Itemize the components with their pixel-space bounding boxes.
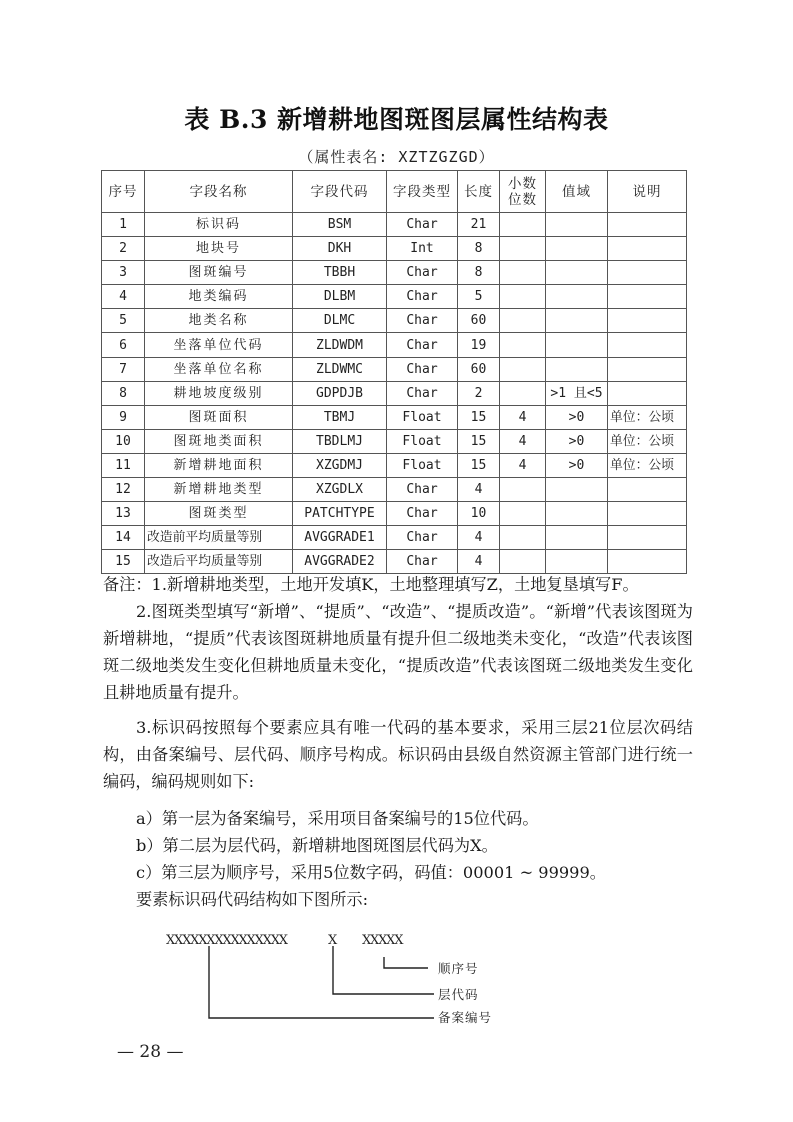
- cell-field-name: 坐落单位名称: [145, 357, 293, 381]
- label-layer-code: 层代码: [438, 987, 479, 1002]
- cell-value-range: [546, 357, 608, 381]
- cell-field-name: 坐落单位代码: [145, 333, 293, 357]
- cell-description: [608, 526, 687, 550]
- cell-description: 单位：公顷: [608, 453, 687, 477]
- table-row: [102, 357, 687, 381]
- cell-field-code: TBBH: [293, 261, 387, 285]
- cell-no: 10: [102, 429, 145, 453]
- cell-description: 单位：公顷: [608, 429, 687, 453]
- cell-field-name: 地块号: [145, 237, 293, 261]
- cell-decimals: 4: [500, 429, 546, 453]
- segment-sequence-code: XXXXX: [362, 933, 403, 948]
- segment-filing-number-code: XXXXXXXXXXXXXXX: [166, 933, 287, 948]
- cell-decimals: [500, 357, 546, 381]
- cell-field-type: Char: [387, 309, 458, 333]
- table-row: [102, 502, 687, 526]
- cell-length: 15: [458, 405, 500, 429]
- table-row: [102, 261, 687, 285]
- cell-decimals: [500, 261, 546, 285]
- table-row: [102, 381, 687, 405]
- cell-length: 4: [458, 550, 500, 574]
- cell-description: [608, 502, 687, 526]
- cell-field-name: 改造前平均质量等别: [145, 526, 293, 550]
- header-field-type: 字段类型: [387, 171, 458, 213]
- cell-length: 10: [458, 502, 500, 526]
- note-1: 备注：1.新增耕地类型，土地开发填K，土地整理填写Z，土地复垦填写F。: [103, 575, 639, 594]
- table-subtitle: （属性表名: XZTZGZGD）: [298, 148, 495, 166]
- cell-field-code: TBMJ: [293, 405, 387, 429]
- cell-no: 12: [102, 478, 145, 502]
- table-body: [102, 213, 687, 574]
- header-description: 说明: [608, 171, 687, 213]
- table-row: [102, 405, 687, 429]
- cell-length: 19: [458, 333, 500, 357]
- cell-field-type: Char: [387, 333, 458, 357]
- cell-no: 7: [102, 357, 145, 381]
- cell-field-type: Char: [387, 213, 458, 237]
- cell-description: [608, 333, 687, 357]
- note-2: 2.图斑类型填写“新增”、“提质”、“改造”、“提质改造”。“新增”代表该图斑为新增耕地，“提质”代表该图斑耕地质量有提升但二级地类未变化，“改造”代表该图斑二级地类发生变化但耕地质量未变化，“提质改造”代表该图斑二级地类发生变化且耕地质量有提升。: [103, 602, 693, 702]
- rule-a: a）第一层为备案编号，采用项目备案编号的15位代码。: [136, 809, 539, 828]
- cell-length: 8: [458, 261, 500, 285]
- cell-decimals: [500, 285, 546, 309]
- label-sequence: 顺序号: [438, 961, 479, 976]
- cell-decimals: 4: [500, 453, 546, 477]
- header-field-code: 字段代码: [293, 171, 387, 213]
- cell-length: 60: [458, 309, 500, 333]
- cell-value-range: >0: [546, 453, 608, 477]
- header-decimals-line2: 位数: [508, 191, 537, 208]
- table-header-row: [102, 171, 687, 213]
- connector-sequence: [384, 957, 428, 968]
- cell-description: [608, 261, 687, 285]
- cell-field-code: AVGGRADE1: [293, 526, 387, 550]
- cell-decimals: [500, 237, 546, 261]
- cell-field-code: AVGGRADE2: [293, 550, 387, 574]
- table-row: [102, 429, 687, 453]
- cell-field-type: Float: [387, 429, 458, 453]
- cell-field-code: BSM: [293, 213, 387, 237]
- cell-field-code: DLMC: [293, 309, 387, 333]
- cell-field-code: GDPDJB: [293, 381, 387, 405]
- header-no: 序号: [102, 171, 145, 213]
- cell-no: 3: [102, 261, 145, 285]
- cell-length: 60: [458, 357, 500, 381]
- page-number: — 28 —: [117, 1042, 184, 1062]
- cell-field-type: Char: [387, 357, 458, 381]
- cell-decimals: [500, 381, 546, 405]
- cell-field-type: Char: [387, 285, 458, 309]
- cell-decimals: [500, 309, 546, 333]
- cell-length: 4: [458, 526, 500, 550]
- cell-length: 21: [458, 213, 500, 237]
- cell-field-code: ZLDWDM: [293, 333, 387, 357]
- cell-value-range: >0: [546, 405, 608, 429]
- cell-field-code: PATCHTYPE: [293, 502, 387, 526]
- cell-no: 8: [102, 381, 145, 405]
- cell-field-code: TBDLMJ: [293, 429, 387, 453]
- cell-decimals: [500, 333, 546, 357]
- cell-field-type: Char: [387, 526, 458, 550]
- cell-description: [608, 309, 687, 333]
- table-row: [102, 526, 687, 550]
- connector-filing-number: [209, 946, 434, 1018]
- attribute-structure-table: [101, 170, 687, 574]
- header-field-name: 字段名称: [145, 171, 293, 213]
- cell-value-range: [546, 526, 608, 550]
- header-length: 长度: [458, 171, 500, 213]
- cell-decimals: [500, 213, 546, 237]
- cell-no: 4: [102, 285, 145, 309]
- cell-field-type: Char: [387, 550, 458, 574]
- cell-field-name: 图斑地类面积: [145, 429, 293, 453]
- header-value-range: 值域: [546, 171, 608, 213]
- cell-description: [608, 285, 687, 309]
- cell-value-range: [546, 237, 608, 261]
- cell-value-range: [546, 285, 608, 309]
- cell-field-type: Char: [387, 381, 458, 405]
- cell-description: [608, 237, 687, 261]
- cell-field-type: Float: [387, 405, 458, 429]
- cell-decimals: [500, 502, 546, 526]
- cell-length: 15: [458, 429, 500, 453]
- cell-value-range: [546, 213, 608, 237]
- cell-field-name: 地类编码: [145, 285, 293, 309]
- cell-no: 9: [102, 405, 145, 429]
- cell-field-name: 新增耕地面积: [145, 453, 293, 477]
- cell-field-name: 新增耕地类型: [145, 478, 293, 502]
- cell-no: 2: [102, 237, 145, 261]
- rule-c: c）第三层为顺序号，采用5位数字码，码值：00001 ~ 99999。: [136, 863, 606, 882]
- cell-field-name: 耕地坡度级别: [145, 381, 293, 405]
- cell-field-type: Int: [387, 237, 458, 261]
- diagram-intro: 要素标识码代码结构如下图所示:: [136, 890, 369, 909]
- cell-description: [608, 478, 687, 502]
- cell-value-range: >0: [546, 429, 608, 453]
- cell-length: 15: [458, 453, 500, 477]
- cell-no: 13: [102, 502, 145, 526]
- cell-field-type: Char: [387, 478, 458, 502]
- connector-layer-code: [333, 946, 434, 994]
- cell-length: 4: [458, 478, 500, 502]
- cell-field-name: 图斑类型: [145, 502, 293, 526]
- cell-field-code: XZGDLX: [293, 478, 387, 502]
- cell-value-range: [546, 478, 608, 502]
- cell-decimals: 4: [500, 405, 546, 429]
- table-row: [102, 333, 687, 357]
- cell-description: 单位：公顷: [608, 405, 687, 429]
- table-row: [102, 309, 687, 333]
- cell-no: 11: [102, 453, 145, 477]
- label-filing-number: 备案编号: [438, 1010, 493, 1025]
- header-decimals-line1: 小数: [508, 175, 537, 192]
- cell-description: [608, 213, 687, 237]
- notes-section: [103, 571, 693, 913]
- cell-description: [608, 381, 687, 405]
- cell-value-range: [546, 309, 608, 333]
- cell-field-type: Char: [387, 502, 458, 526]
- cell-field-name: 改造后平均质量等别: [145, 550, 293, 574]
- cell-length: 5: [458, 285, 500, 309]
- cell-value-range: [546, 502, 608, 526]
- cell-value-range: [546, 261, 608, 285]
- cell-decimals: [500, 478, 546, 502]
- cell-field-code: DLBM: [293, 285, 387, 309]
- cell-no: 15: [102, 550, 145, 574]
- table-row: [102, 237, 687, 261]
- cell-no: 14: [102, 526, 145, 550]
- table-title: 表 B.3 新增耕地图斑图层属性结构表: [184, 105, 609, 134]
- cell-description: [608, 357, 687, 381]
- cell-length: 8: [458, 237, 500, 261]
- cell-field-name: 地类名称: [145, 309, 293, 333]
- cell-field-code: DKH: [293, 237, 387, 261]
- cell-field-type: Char: [387, 261, 458, 285]
- cell-value-range: [546, 333, 608, 357]
- table-row: [102, 478, 687, 502]
- table-row: [102, 213, 687, 237]
- cell-field-code: XZGDMJ: [293, 453, 387, 477]
- cell-decimals: [500, 526, 546, 550]
- cell-length: 2: [458, 381, 500, 405]
- cell-field-code: ZLDWMC: [293, 357, 387, 381]
- segment-layer-code: X: [328, 933, 337, 948]
- header-decimals: [500, 171, 546, 213]
- note-3: 3.标识码按照每个要素应具有唯一代码的基本要求，采用三层21位层次码结构，由备案编号、层代码、顺序号构成。标识码由县级自然资源主管部门进行统一编码，编码规则如下:: [103, 718, 693, 791]
- cell-field-name: 图斑面积: [145, 405, 293, 429]
- cell-no: 6: [102, 333, 145, 357]
- rule-b: b）第二层为层代码，新增耕地图斑图层代码为X。: [136, 836, 498, 855]
- cell-field-name: 标识码: [145, 213, 293, 237]
- table-row: [102, 285, 687, 309]
- cell-no: 1: [102, 213, 145, 237]
- cell-field-type: Float: [387, 453, 458, 477]
- cell-no: 5: [102, 309, 145, 333]
- cell-value-range: >1 且<5: [546, 381, 608, 405]
- cell-field-name: 图斑编号: [145, 261, 293, 285]
- table-row: [102, 453, 687, 477]
